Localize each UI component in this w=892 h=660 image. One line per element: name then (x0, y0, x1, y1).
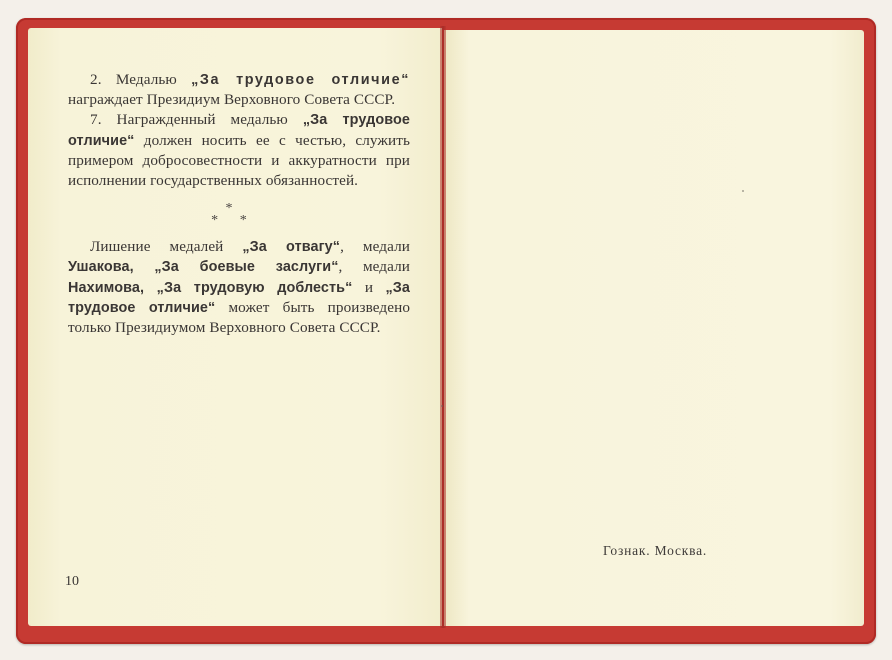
paragraph-7-prefix: 7. Награжденный медалью (90, 111, 303, 129)
paragraph-revocation (68, 237, 410, 338)
asterism-separator (68, 203, 410, 227)
medal-name: Ушакова, „За боевые заслуги“ (68, 259, 339, 276)
paper-speck (441, 405, 443, 407)
medal-name: Нахимова, „За трудовую доблесть“ (68, 279, 353, 296)
medal-name: „За трудовое отличие“ (68, 112, 410, 149)
paper-speck (742, 190, 744, 192)
booklet-spine (440, 26, 446, 628)
left-page-text (68, 70, 410, 338)
paragraph-2 (68, 70, 410, 110)
paragraph-7 (68, 110, 410, 191)
page-number: 10 (65, 574, 79, 589)
revocation-part-3: , медали (338, 258, 411, 276)
paragraph-2-prefix: 2. Медалью (90, 71, 192, 88)
revocation-part-5: может быть произведено только Президиумом Верховного Совета СССР. (68, 298, 411, 337)
medal-name: „За трудовое отличие“ (68, 279, 410, 316)
paragraph-2-suffix: награждает Президиум Верховного Совета СССР. (68, 91, 396, 109)
right-page (444, 30, 864, 626)
printer-imprint: Гознак. Москва. (603, 543, 708, 558)
asterism-bottom: * * (211, 213, 247, 229)
medal-name: „За отвагу“ (242, 239, 341, 256)
revocation-part-1: Лишение медалей (90, 238, 243, 256)
asterism-top: * (225, 201, 233, 217)
revocation-part-4: и (352, 278, 386, 296)
medal-name: „За трудовое отличие“ (191, 72, 410, 88)
paragraph-7-suffix: должен носить ее с честью, служить примером добросовестности и аккуратности при исполнении государственных обязанностей. (68, 131, 410, 190)
revocation-part-2: , медали (340, 238, 410, 256)
